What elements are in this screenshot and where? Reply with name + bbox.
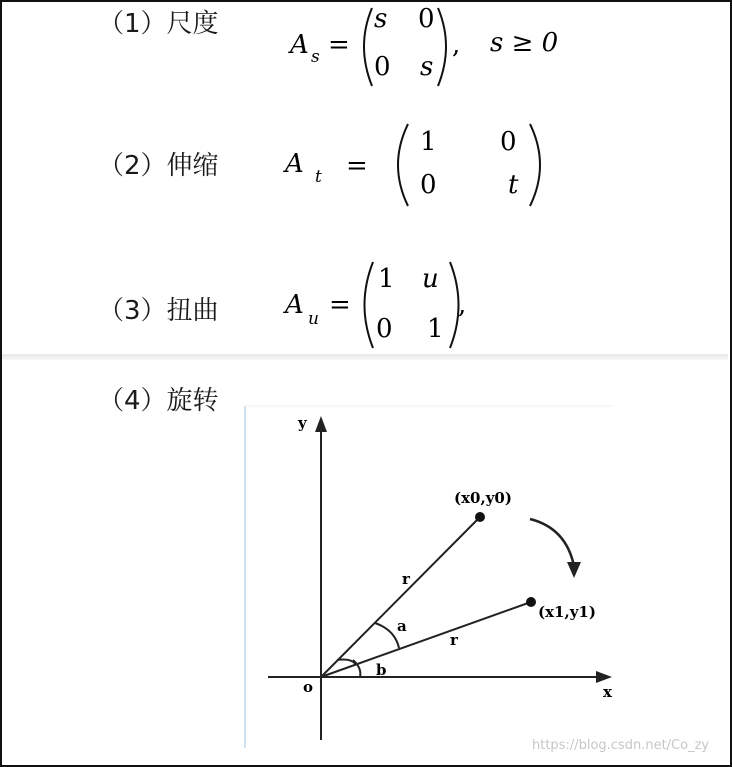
eq2-lhs-base: A [285, 149, 304, 179]
angle-a-label: a [397, 617, 407, 635]
eq1-m22: s [420, 52, 434, 82]
eq1-lhs-sub: s [311, 47, 320, 67]
x-axis-arrow [596, 671, 612, 683]
eq3-left-paren [365, 262, 374, 348]
point-0 [475, 512, 485, 522]
eq2-left-paren [398, 124, 408, 206]
eq3-lhs-sub: u [308, 309, 319, 329]
point-1 [526, 597, 536, 607]
eq2-right-paren [530, 124, 540, 206]
eq3-m11: 1 [378, 264, 395, 294]
section-label-stretch: （2）伸缩 [98, 151, 219, 181]
rotation-diagram [245, 406, 613, 748]
eq2-m11: 1 [420, 127, 437, 157]
radius-label-0: r [402, 570, 410, 588]
eq2-lhs-sub: t [315, 167, 322, 187]
equation-shear [283, 262, 466, 348]
eq1-m11: s [374, 4, 388, 34]
section-label-rotation: （4）旋转 [98, 386, 219, 416]
x-axis-label: x [603, 683, 612, 701]
eq1-tail: , [452, 30, 461, 60]
radius-line-1 [321, 602, 531, 677]
angle-b-label: b [376, 661, 387, 679]
equation-scale [288, 4, 558, 86]
point-0-label: (x0,y0) [454, 489, 512, 507]
eq2-m12: 0 [500, 127, 517, 157]
eq1-m12: 0 [418, 4, 435, 34]
radius-label-1: r [450, 631, 458, 649]
section-label-scale: （1）尺度 [98, 9, 219, 39]
rotation-arrow [530, 519, 574, 566]
eq1-equals: = [328, 30, 350, 60]
eq2-equals: = [346, 151, 368, 181]
angle-a-arc [375, 623, 399, 648]
eq1-m21: 0 [374, 52, 391, 82]
eq3-m12: u [422, 264, 439, 294]
eq1-left-paren [364, 8, 372, 86]
watermark: https://blog.csdn.net/Co_zy [532, 738, 710, 753]
eq2-m22: t [508, 170, 519, 200]
point-1-label: (x1,y1) [538, 603, 596, 621]
eq3-m22: 1 [427, 314, 444, 344]
eq3-lhs-base: A [285, 290, 304, 320]
eq1-lhs-base: A [290, 30, 309, 60]
y-axis-label: y [298, 414, 307, 432]
radius-line-0 [321, 517, 480, 677]
y-axis-arrow [315, 416, 327, 432]
rotation-arrow-head [567, 562, 581, 578]
eq2-m21: 0 [420, 170, 437, 200]
equation-stretch [283, 124, 540, 206]
origin-label: o [303, 678, 314, 696]
eq3-tail: , [458, 290, 467, 320]
eq3-equals: = [329, 290, 351, 320]
eq3-m21: 0 [376, 314, 393, 344]
eq1-condition: s ≥ 0 [490, 28, 559, 58]
eq1-right-paren [438, 8, 446, 86]
section-label-shear: （3）扭曲 [98, 296, 219, 326]
